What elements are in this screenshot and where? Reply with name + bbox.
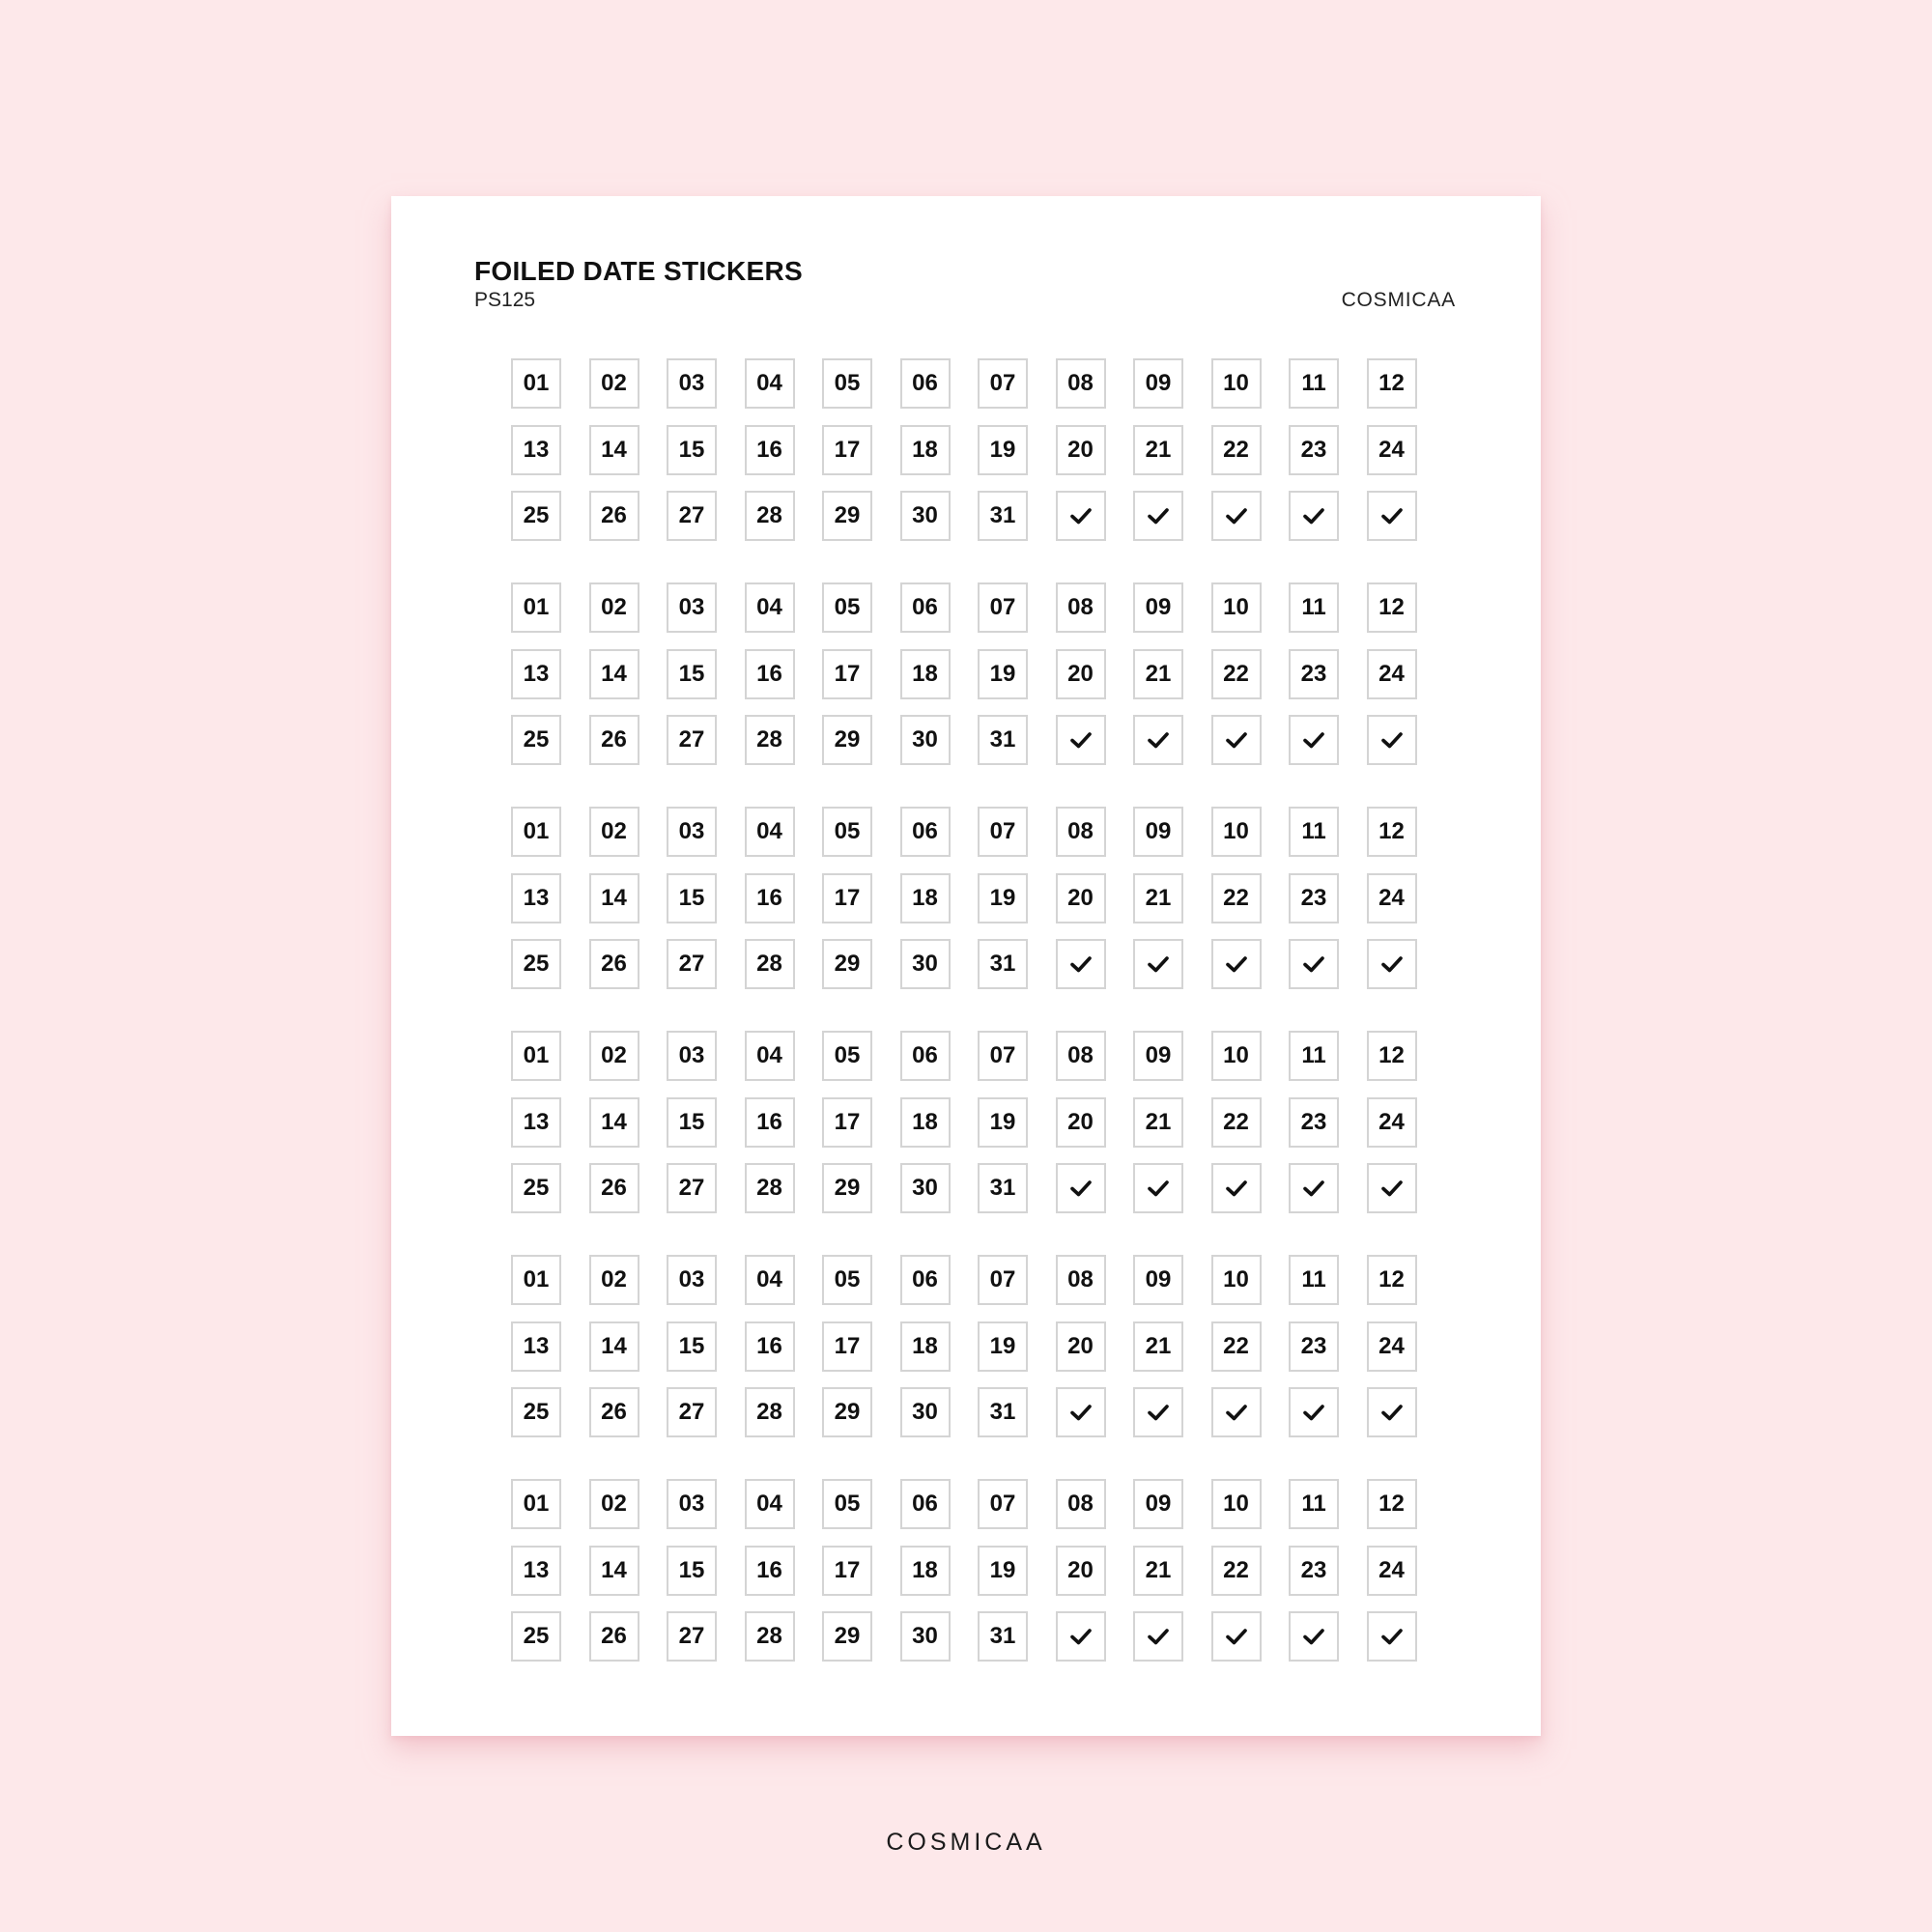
date-sticker: 21 — [1133, 649, 1183, 699]
date-sticker: 11 — [1289, 358, 1339, 409]
date-sticker: 20 — [1056, 873, 1106, 923]
date-sticker: 22 — [1211, 1321, 1262, 1372]
date-sticker: 01 — [511, 582, 561, 633]
date-sticker: 04 — [745, 1479, 795, 1529]
check-sticker — [1211, 1387, 1262, 1437]
check-sticker — [1367, 1611, 1417, 1662]
date-sticker: 04 — [745, 582, 795, 633]
check-icon — [1302, 1403, 1325, 1422]
date-sticker: 25 — [511, 1163, 561, 1213]
date-sticker: 18 — [900, 873, 951, 923]
date-sticker: 13 — [511, 1321, 561, 1372]
date-sticker: 05 — [822, 1479, 872, 1529]
date-sticker: 14 — [589, 425, 639, 475]
sticker-set — [511, 1479, 1417, 1662]
check-icon — [1380, 506, 1404, 526]
check-sticker — [1367, 1387, 1417, 1437]
date-sticker: 31 — [978, 491, 1028, 541]
date-sticker: 24 — [1367, 425, 1417, 475]
check-icon — [1147, 730, 1170, 750]
date-sticker: 01 — [511, 1031, 561, 1081]
check-icon — [1147, 954, 1170, 974]
date-sticker: 27 — [667, 939, 717, 989]
date-sticker: 10 — [1211, 1255, 1262, 1305]
date-sticker: 12 — [1367, 358, 1417, 409]
date-sticker: 04 — [745, 1255, 795, 1305]
check-sticker — [1211, 491, 1262, 541]
date-sticker: 16 — [745, 1097, 795, 1148]
date-sticker: 17 — [822, 425, 872, 475]
date-sticker: 07 — [978, 1255, 1028, 1305]
check-icon — [1225, 1403, 1248, 1422]
date-sticker: 05 — [822, 1031, 872, 1081]
date-sticker: 22 — [1211, 873, 1262, 923]
date-sticker: 05 — [822, 1255, 872, 1305]
date-sticker: 23 — [1289, 649, 1339, 699]
date-sticker: 24 — [1367, 1546, 1417, 1596]
date-sticker: 17 — [822, 1321, 872, 1372]
date-sticker: 19 — [978, 1097, 1028, 1148]
date-sticker: 16 — [745, 1546, 795, 1596]
sticker-set — [511, 1031, 1417, 1213]
date-sticker: 15 — [667, 873, 717, 923]
check-icon — [1302, 954, 1325, 974]
date-sticker: 04 — [745, 1031, 795, 1081]
check-sticker — [1211, 939, 1262, 989]
date-sticker: 28 — [745, 939, 795, 989]
check-sticker — [1211, 1163, 1262, 1213]
date-sticker: 07 — [978, 1479, 1028, 1529]
date-sticker: 12 — [1367, 1255, 1417, 1305]
date-sticker: 12 — [1367, 1031, 1417, 1081]
check-sticker — [1367, 491, 1417, 541]
date-sticker: 06 — [900, 1479, 951, 1529]
date-sticker: 30 — [900, 715, 951, 765]
date-sticker: 05 — [822, 807, 872, 857]
check-sticker — [1367, 715, 1417, 765]
date-sticker: 16 — [745, 873, 795, 923]
date-sticker: 14 — [589, 873, 639, 923]
date-sticker: 12 — [1367, 1479, 1417, 1529]
date-sticker: 27 — [667, 715, 717, 765]
date-sticker: 28 — [745, 1387, 795, 1437]
check-sticker — [1289, 1163, 1339, 1213]
date-sticker: 01 — [511, 1479, 561, 1529]
date-sticker: 29 — [822, 1611, 872, 1662]
check-icon — [1147, 1179, 1170, 1198]
date-sticker: 07 — [978, 807, 1028, 857]
date-sticker: 30 — [900, 1611, 951, 1662]
date-sticker: 15 — [667, 1546, 717, 1596]
date-sticker: 14 — [589, 1546, 639, 1596]
sticker-set — [511, 807, 1417, 989]
date-sticker: 19 — [978, 425, 1028, 475]
date-sticker: 06 — [900, 358, 951, 409]
check-icon — [1225, 954, 1248, 974]
date-sticker: 28 — [745, 715, 795, 765]
date-sticker: 24 — [1367, 649, 1417, 699]
date-sticker: 02 — [589, 358, 639, 409]
date-sticker: 18 — [900, 1321, 951, 1372]
date-sticker: 25 — [511, 715, 561, 765]
date-sticker: 24 — [1367, 1097, 1417, 1148]
date-sticker: 27 — [667, 491, 717, 541]
check-sticker — [1289, 1387, 1339, 1437]
date-sticker: 02 — [589, 807, 639, 857]
date-sticker: 26 — [589, 491, 639, 541]
date-sticker: 18 — [900, 1097, 951, 1148]
sticker-sheet — [391, 196, 1541, 1736]
check-sticker — [1133, 939, 1183, 989]
date-sticker: 04 — [745, 807, 795, 857]
date-sticker: 13 — [511, 1546, 561, 1596]
check-sticker — [1367, 1163, 1417, 1213]
date-sticker: 08 — [1056, 1479, 1106, 1529]
date-sticker: 06 — [900, 582, 951, 633]
date-sticker: 25 — [511, 1387, 561, 1437]
date-sticker: 09 — [1133, 358, 1183, 409]
date-sticker: 30 — [900, 939, 951, 989]
date-sticker: 02 — [589, 582, 639, 633]
check-sticker — [1056, 1387, 1106, 1437]
date-sticker: 14 — [589, 1321, 639, 1372]
check-icon — [1380, 1627, 1404, 1646]
date-sticker: 21 — [1133, 425, 1183, 475]
date-sticker: 19 — [978, 873, 1028, 923]
date-sticker: 25 — [511, 939, 561, 989]
date-sticker: 28 — [745, 1163, 795, 1213]
sticker-set — [511, 582, 1417, 765]
date-sticker: 09 — [1133, 1479, 1183, 1529]
date-sticker: 17 — [822, 1097, 872, 1148]
date-sticker: 10 — [1211, 1479, 1262, 1529]
date-sticker: 11 — [1289, 582, 1339, 633]
date-sticker: 26 — [589, 1163, 639, 1213]
check-sticker — [1133, 491, 1183, 541]
date-sticker: 14 — [589, 649, 639, 699]
check-icon — [1069, 1179, 1093, 1198]
check-icon — [1069, 506, 1093, 526]
date-sticker: 31 — [978, 715, 1028, 765]
date-sticker: 01 — [511, 1255, 561, 1305]
date-sticker: 11 — [1289, 1031, 1339, 1081]
date-sticker: 29 — [822, 1387, 872, 1437]
date-sticker: 18 — [900, 1546, 951, 1596]
date-sticker: 23 — [1289, 425, 1339, 475]
check-icon — [1380, 1179, 1404, 1198]
date-sticker: 09 — [1133, 582, 1183, 633]
date-sticker: 08 — [1056, 582, 1106, 633]
date-sticker: 07 — [978, 358, 1028, 409]
date-sticker: 04 — [745, 358, 795, 409]
date-sticker: 22 — [1211, 649, 1262, 699]
date-sticker: 16 — [745, 649, 795, 699]
date-sticker: 06 — [900, 1255, 951, 1305]
date-sticker: 22 — [1211, 1097, 1262, 1148]
date-sticker: 16 — [745, 1321, 795, 1372]
date-sticker: 17 — [822, 1546, 872, 1596]
check-sticker — [1056, 1163, 1106, 1213]
date-sticker: 26 — [589, 939, 639, 989]
date-sticker: 15 — [667, 425, 717, 475]
check-sticker — [1289, 715, 1339, 765]
date-sticker: 19 — [978, 1546, 1028, 1596]
date-sticker: 13 — [511, 1097, 561, 1148]
date-sticker: 26 — [589, 715, 639, 765]
date-sticker: 24 — [1367, 873, 1417, 923]
date-sticker: 29 — [822, 715, 872, 765]
check-sticker — [1056, 939, 1106, 989]
date-sticker: 02 — [589, 1255, 639, 1305]
check-icon — [1069, 1403, 1093, 1422]
check-icon — [1147, 1627, 1170, 1646]
check-icon — [1069, 730, 1093, 750]
check-sticker — [1056, 715, 1106, 765]
check-sticker — [1133, 1387, 1183, 1437]
check-sticker — [1133, 715, 1183, 765]
date-sticker: 31 — [978, 1611, 1028, 1662]
date-sticker: 08 — [1056, 358, 1106, 409]
date-sticker: 20 — [1056, 1321, 1106, 1372]
check-icon — [1380, 1403, 1404, 1422]
date-sticker: 05 — [822, 358, 872, 409]
date-sticker: 10 — [1211, 582, 1262, 633]
date-sticker: 22 — [1211, 1546, 1262, 1596]
date-sticker: 30 — [900, 1387, 951, 1437]
date-sticker: 10 — [1211, 1031, 1262, 1081]
date-sticker: 26 — [589, 1387, 639, 1437]
date-sticker: 01 — [511, 807, 561, 857]
date-sticker: 31 — [978, 1163, 1028, 1213]
date-sticker: 05 — [822, 582, 872, 633]
date-sticker: 27 — [667, 1387, 717, 1437]
product-code: PS125 — [474, 289, 536, 311]
date-sticker: 08 — [1056, 1255, 1106, 1305]
date-sticker: 17 — [822, 649, 872, 699]
date-sticker: 29 — [822, 939, 872, 989]
date-sticker: 09 — [1133, 807, 1183, 857]
date-sticker: 28 — [745, 491, 795, 541]
date-sticker: 12 — [1367, 807, 1417, 857]
sheet-title: FOILED DATE STICKERS — [474, 256, 803, 286]
date-sticker: 19 — [978, 1321, 1028, 1372]
date-sticker: 03 — [667, 582, 717, 633]
date-sticker: 23 — [1289, 873, 1339, 923]
check-sticker — [1211, 1611, 1262, 1662]
date-sticker: 03 — [667, 1255, 717, 1305]
date-sticker: 03 — [667, 358, 717, 409]
check-icon — [1069, 1627, 1093, 1646]
date-sticker: 30 — [900, 491, 951, 541]
date-sticker: 28 — [745, 1611, 795, 1662]
check-icon — [1225, 730, 1248, 750]
date-sticker: 20 — [1056, 1546, 1106, 1596]
date-sticker: 25 — [511, 491, 561, 541]
date-sticker: 29 — [822, 1163, 872, 1213]
date-sticker: 23 — [1289, 1546, 1339, 1596]
date-sticker: 25 — [511, 1611, 561, 1662]
date-sticker: 07 — [978, 1031, 1028, 1081]
date-sticker: 20 — [1056, 425, 1106, 475]
date-sticker: 02 — [589, 1479, 639, 1529]
date-sticker: 21 — [1133, 1321, 1183, 1372]
date-sticker: 09 — [1133, 1031, 1183, 1081]
check-icon — [1380, 954, 1404, 974]
date-sticker: 22 — [1211, 425, 1262, 475]
date-sticker: 12 — [1367, 582, 1417, 633]
date-sticker: 09 — [1133, 1255, 1183, 1305]
check-icon — [1302, 1627, 1325, 1646]
date-sticker: 06 — [900, 1031, 951, 1081]
date-sticker: 18 — [900, 649, 951, 699]
date-sticker: 30 — [900, 1163, 951, 1213]
check-sticker — [1056, 491, 1106, 541]
date-sticker: 24 — [1367, 1321, 1417, 1372]
check-sticker — [1367, 939, 1417, 989]
check-sticker — [1289, 939, 1339, 989]
date-sticker: 13 — [511, 649, 561, 699]
check-sticker — [1056, 1611, 1106, 1662]
date-sticker: 06 — [900, 807, 951, 857]
check-icon — [1225, 1179, 1248, 1198]
check-icon — [1302, 506, 1325, 526]
date-sticker: 10 — [1211, 358, 1262, 409]
date-sticker: 23 — [1289, 1097, 1339, 1148]
date-sticker: 02 — [589, 1031, 639, 1081]
check-icon — [1302, 1179, 1325, 1198]
date-sticker: 08 — [1056, 1031, 1106, 1081]
date-sticker: 21 — [1133, 873, 1183, 923]
check-icon — [1225, 506, 1248, 526]
date-sticker: 07 — [978, 582, 1028, 633]
check-sticker — [1211, 715, 1262, 765]
date-sticker: 11 — [1289, 1255, 1339, 1305]
date-sticker: 23 — [1289, 1321, 1339, 1372]
date-sticker: 26 — [589, 1611, 639, 1662]
date-sticker: 15 — [667, 649, 717, 699]
check-sticker — [1289, 491, 1339, 541]
date-sticker: 27 — [667, 1611, 717, 1662]
date-sticker: 10 — [1211, 807, 1262, 857]
date-sticker: 21 — [1133, 1097, 1183, 1148]
date-sticker: 19 — [978, 649, 1028, 699]
date-sticker: 03 — [667, 1031, 717, 1081]
date-sticker: 13 — [511, 873, 561, 923]
sheet-brand: COSMICAA — [1341, 289, 1456, 311]
date-sticker: 20 — [1056, 649, 1106, 699]
check-icon — [1147, 1403, 1170, 1422]
check-sticker — [1289, 1611, 1339, 1662]
date-sticker: 20 — [1056, 1097, 1106, 1148]
date-sticker: 18 — [900, 425, 951, 475]
date-sticker: 13 — [511, 425, 561, 475]
date-sticker: 21 — [1133, 1546, 1183, 1596]
check-icon — [1380, 730, 1404, 750]
date-sticker: 01 — [511, 358, 561, 409]
sticker-area — [511, 358, 1417, 1703]
sticker-set — [511, 358, 1417, 541]
sticker-set — [511, 1255, 1417, 1437]
date-sticker: 17 — [822, 873, 872, 923]
date-sticker: 31 — [978, 939, 1028, 989]
check-icon — [1302, 730, 1325, 750]
check-icon — [1225, 1627, 1248, 1646]
date-sticker: 03 — [667, 1479, 717, 1529]
date-sticker: 14 — [589, 1097, 639, 1148]
date-sticker: 31 — [978, 1387, 1028, 1437]
check-sticker — [1133, 1163, 1183, 1213]
date-sticker: 16 — [745, 425, 795, 475]
date-sticker: 08 — [1056, 807, 1106, 857]
check-sticker — [1133, 1611, 1183, 1662]
date-sticker: 15 — [667, 1097, 717, 1148]
footer-brand: COSMICAA — [886, 1829, 1046, 1856]
date-sticker: 27 — [667, 1163, 717, 1213]
check-icon — [1147, 506, 1170, 526]
check-icon — [1069, 954, 1093, 974]
date-sticker: 03 — [667, 807, 717, 857]
date-sticker: 29 — [822, 491, 872, 541]
date-sticker: 11 — [1289, 1479, 1339, 1529]
date-sticker: 11 — [1289, 807, 1339, 857]
date-sticker: 15 — [667, 1321, 717, 1372]
